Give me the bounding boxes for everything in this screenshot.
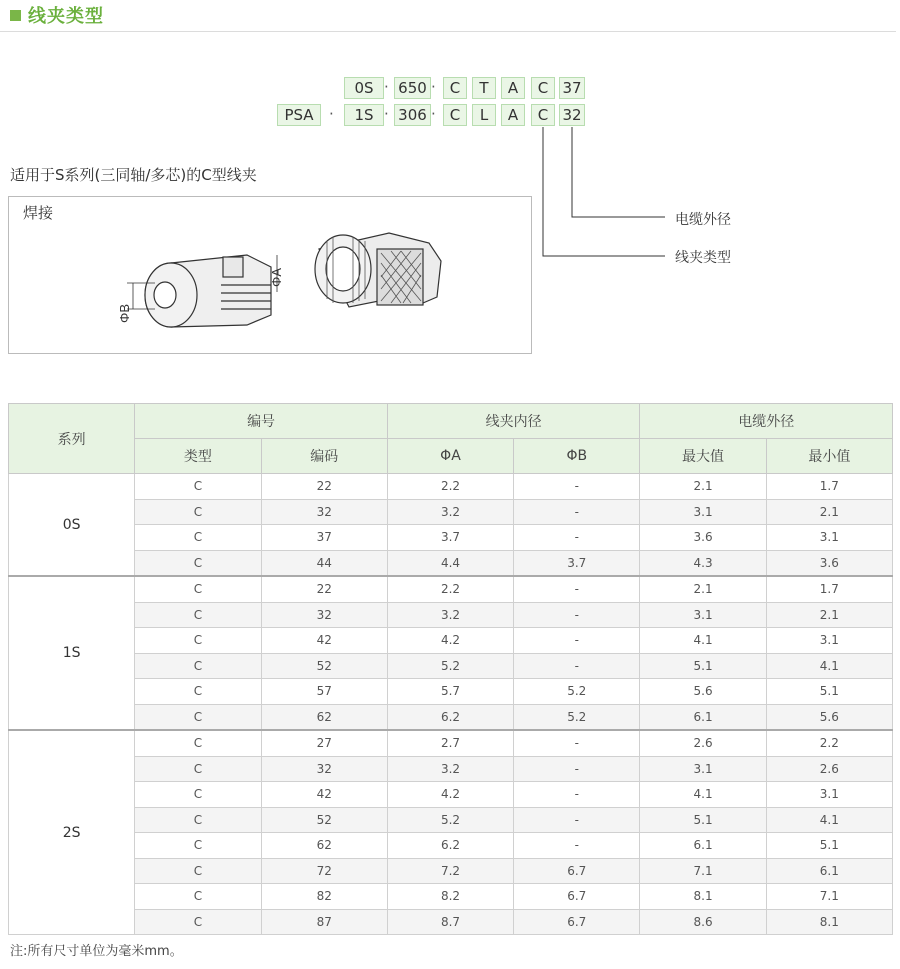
table-cell: 6.1 [640, 704, 766, 730]
table-cell: 1.7 [766, 576, 892, 602]
legend-clamp-type: 线夹类型 [675, 250, 731, 266]
table-row [9, 884, 893, 910]
table-cell: 2.6 [640, 730, 766, 756]
table-cell: 2.1 [766, 499, 892, 525]
table-cell: C [135, 525, 261, 551]
code-box: 32 [559, 104, 585, 126]
table-cell: 8.1 [640, 884, 766, 910]
table-cell: 8.1 [766, 909, 892, 935]
table-cell: 7.2 [387, 858, 513, 884]
table-row [9, 576, 893, 602]
table-cell: 42 [261, 628, 387, 654]
table-cell: - [514, 525, 640, 551]
table-cell: 4.1 [766, 807, 892, 833]
footnote: 注:所有尺寸单位为毫米mm。 [10, 944, 183, 959]
table-cell: 32 [261, 756, 387, 782]
table-cell: C [135, 858, 261, 884]
table-cell: - [514, 499, 640, 525]
table-cell: 4.1 [640, 628, 766, 654]
code-dot: · [329, 105, 334, 123]
code-box: 1S [344, 104, 384, 126]
table-cell: 3.1 [766, 628, 892, 654]
series-cell: 0S [9, 474, 135, 577]
table-cell: - [514, 756, 640, 782]
table-cell: 5.6 [640, 679, 766, 705]
table-cell: 2.1 [640, 576, 766, 602]
table-row [9, 782, 893, 808]
table-cell: 6.7 [514, 909, 640, 935]
table-cell: 4.3 [640, 550, 766, 576]
table-cell: C [135, 602, 261, 628]
legend-cable-od: 电缆外径 [675, 212, 731, 228]
table-cell: 22 [261, 576, 387, 602]
table-cell: 5.2 [514, 704, 640, 730]
header-code: 编码 [261, 439, 387, 474]
table-cell: C [135, 499, 261, 525]
table-cell: C [135, 730, 261, 756]
table-cell: 22 [261, 474, 387, 500]
code-box: PSA [277, 104, 321, 126]
table-row [9, 909, 893, 935]
header-series: 系列 [9, 404, 135, 474]
table-cell: 62 [261, 704, 387, 730]
table-cell: C [135, 833, 261, 859]
clamp-drawing [9, 197, 531, 353]
table-cell: 5.2 [387, 807, 513, 833]
table-cell: 2.1 [766, 602, 892, 628]
code-box: C [443, 104, 467, 126]
table-cell: 6.1 [766, 858, 892, 884]
table-cell: 42 [261, 782, 387, 808]
table-cell: 4.2 [387, 782, 513, 808]
table-cell: 52 [261, 807, 387, 833]
table-row [9, 499, 893, 525]
table-cell: C [135, 474, 261, 500]
table-cell: 6.7 [514, 884, 640, 910]
table-cell: 3.7 [514, 550, 640, 576]
table-cell: 8.7 [387, 909, 513, 935]
table-cell: 44 [261, 550, 387, 576]
table-cell: 52 [261, 653, 387, 679]
table-cell: 6.7 [514, 858, 640, 884]
table-cell: 3.6 [640, 525, 766, 551]
table-row [9, 833, 893, 859]
applies-caption: 适用于S系列(三同轴/多芯)的C型线夹 [10, 166, 257, 184]
table-cell: 3.1 [640, 499, 766, 525]
table-row [9, 628, 893, 654]
table-row [9, 704, 893, 730]
table-cell: C [135, 679, 261, 705]
table-cell: - [514, 730, 640, 756]
table-row [9, 550, 893, 576]
table-cell: - [514, 474, 640, 500]
table-cell: 7.1 [640, 858, 766, 884]
table-cell: 6.2 [387, 704, 513, 730]
table-cell: 62 [261, 833, 387, 859]
header-code-group: 编号 [135, 404, 388, 439]
table-cell: C [135, 884, 261, 910]
table-cell: 5.1 [640, 807, 766, 833]
table-row [9, 730, 893, 756]
table-cell: 5.2 [514, 679, 640, 705]
table-row [9, 858, 893, 884]
table-cell: 2.2 [387, 474, 513, 500]
table-cell: C [135, 782, 261, 808]
series-cell: 1S [9, 576, 135, 730]
table-cell: 27 [261, 730, 387, 756]
table-cell: 4.1 [766, 653, 892, 679]
table-cell: - [514, 602, 640, 628]
table-cell: 5.1 [766, 679, 892, 705]
code-box: 37 [559, 77, 585, 99]
code-dot: · [384, 105, 389, 123]
table-cell: C [135, 704, 261, 730]
table-cell: C [135, 576, 261, 602]
table-cell: 3.2 [387, 499, 513, 525]
code-box: 650 [394, 77, 431, 99]
table-cell: 2.6 [766, 756, 892, 782]
table-cell: 8.6 [640, 909, 766, 935]
table-cell: 82 [261, 884, 387, 910]
table-cell: 3.2 [387, 756, 513, 782]
spec-table [8, 403, 893, 935]
table-cell: 3.1 [766, 782, 892, 808]
code-dot: · [384, 78, 389, 96]
table-cell: 7.1 [766, 884, 892, 910]
series-cell: 2S [9, 730, 135, 935]
table-cell: 5.1 [640, 653, 766, 679]
header-phi-b: ΦB [514, 439, 640, 474]
code-box: A [501, 77, 525, 99]
table-cell: 5.1 [766, 833, 892, 859]
table-cell: 32 [261, 499, 387, 525]
table-cell: 5.6 [766, 704, 892, 730]
table-cell: 6.1 [640, 833, 766, 859]
table-cell: 2.2 [766, 730, 892, 756]
table-cell: C [135, 756, 261, 782]
table-cell: 4.2 [387, 628, 513, 654]
table-cell: 2.7 [387, 730, 513, 756]
table-cell: 87 [261, 909, 387, 935]
header-cable-group: 电缆外径 [640, 404, 893, 439]
phi-a-label: ΦA [269, 267, 284, 287]
table-row [9, 602, 893, 628]
table-cell: 3.7 [387, 525, 513, 551]
code-box: 0S [344, 77, 384, 99]
solder-panel [8, 196, 532, 354]
table-cell: 37 [261, 525, 387, 551]
code-box: C [531, 77, 555, 99]
table-cell: 6.2 [387, 833, 513, 859]
table-cell: 3.2 [387, 602, 513, 628]
table-cell: 3.6 [766, 550, 892, 576]
table-cell: - [514, 833, 640, 859]
code-box: 306 [394, 104, 431, 126]
table-cell: C [135, 653, 261, 679]
table-cell: 5.2 [387, 653, 513, 679]
phi-b-label: ΦB [117, 303, 132, 323]
table-row [9, 653, 893, 679]
table-cell: 72 [261, 858, 387, 884]
spec-table-body [9, 474, 893, 935]
table-cell: 2.2 [387, 576, 513, 602]
header-min: 最小值 [766, 439, 892, 474]
table-cell: 3.1 [766, 525, 892, 551]
table-cell: - [514, 782, 640, 808]
table-row [9, 679, 893, 705]
table-cell: C [135, 550, 261, 576]
header-max: 最大值 [640, 439, 766, 474]
table-cell: 3.1 [640, 602, 766, 628]
table-cell: 4.4 [387, 550, 513, 576]
table-cell: 4.1 [640, 782, 766, 808]
code-box: T [472, 77, 496, 99]
table-cell: 57 [261, 679, 387, 705]
table-cell: 8.2 [387, 884, 513, 910]
code-box: A [501, 104, 525, 126]
code-box: L [472, 104, 496, 126]
code-box: C [531, 104, 555, 126]
header-type: 类型 [135, 439, 261, 474]
table-cell: - [514, 653, 640, 679]
table-cell: 5.7 [387, 679, 513, 705]
table-cell: - [514, 807, 640, 833]
table-row [9, 525, 893, 551]
solder-label: 焊接 [23, 204, 54, 222]
code-dot: · [431, 105, 436, 123]
code-box: C [443, 77, 467, 99]
header-phi-a: ΦA [387, 439, 513, 474]
table-cell: 3.1 [640, 756, 766, 782]
table-row [9, 756, 893, 782]
table-row [9, 807, 893, 833]
table-cell: - [514, 628, 640, 654]
code-dot: · [431, 78, 436, 96]
table-cell: C [135, 807, 261, 833]
page-title: 线夹类型 [28, 6, 104, 27]
header-inner-group: 线夹内径 [387, 404, 640, 439]
table-cell: 32 [261, 602, 387, 628]
table-cell: C [135, 909, 261, 935]
table-cell: 1.7 [766, 474, 892, 500]
table-cell: 2.1 [640, 474, 766, 500]
table-row [9, 474, 893, 500]
table-cell: - [514, 576, 640, 602]
table-cell: C [135, 628, 261, 654]
